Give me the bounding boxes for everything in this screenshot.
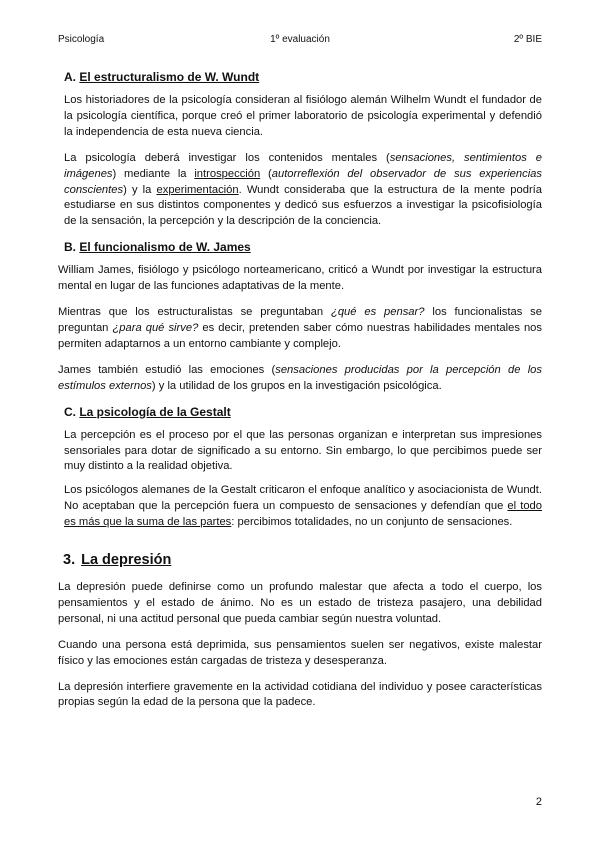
italic-text: sensaciones, sentimientos e imágenes	[64, 151, 543, 180]
section-b-paragraph-1: William James, fisiólogo y psicólogo norteamericano, criticó a Wundt por investigar la estructura mental en lugar de las funciones adaptativas de la mente.	[58, 264, 542, 293]
document-body	[58, 70, 542, 721]
text-run: los funcionalistas se preguntan	[58, 306, 543, 334]
text-run: Los psicólogos alemanes de la Gestalt criticaron el enfoque analítico y asociacionista de Wundt. No aceptaban que la percepción fuera un compuesto de sensaciones y defendían que	[64, 484, 542, 513]
italic-text: autorreflexión del observador de sus experiencias conscientes	[64, 167, 542, 196]
section-b-paragraph-3	[58, 363, 542, 395]
section-a-title	[64, 70, 542, 84]
text-run: ) mediante la	[112, 167, 195, 180]
header-group: 2º BIE	[513, 34, 542, 45]
page-number: 2	[535, 796, 542, 808]
page-header	[58, 34, 542, 48]
text-run: James también estudió las emociones (	[58, 363, 276, 376]
section-a-heading: El estructuralismo de W. Wundt	[79, 70, 260, 84]
section-c-heading: La psicología de la Gestalt	[79, 404, 231, 419]
section-c-letter: C.	[64, 404, 76, 419]
section-c-paragraph-1: La percepción es el proceso por el que las personas organizan e interpretan sus impresiones sensoriales para dotar de significado a su entorno. Sin embargo, lo que percibimos puede ser muy distinto a la realidad objetiva.	[64, 428, 542, 473]
section-3-number: 3.	[63, 552, 76, 569]
underlined-term: el todo es más que la suma de las partes	[64, 500, 542, 529]
italic-text: ¿para qué sirve?	[112, 321, 199, 334]
italic-text: ¿qué es pensar?	[330, 306, 425, 319]
section-b-letter: B.	[64, 240, 76, 255]
section-b-heading: El funcionalismo de W. James	[79, 240, 251, 255]
section-3-heading: La depresión	[81, 552, 172, 569]
section-c-paragraph-2	[58, 483, 542, 531]
section-c-title	[64, 405, 542, 419]
section-b-title	[64, 240, 542, 254]
italic-text: sensaciones producidas por la percepción de los estímulos externos	[58, 363, 542, 392]
text-run: ) y la utilidad de los grupos en la investigación psicológica.	[151, 379, 442, 392]
text-run: La psicología deberá investigar los contenidos mentales (	[64, 151, 390, 164]
section-a-paragraph-2	[58, 151, 542, 231]
text-run: Mientras que los estructuralistas se preguntaban	[58, 306, 331, 319]
text-run: . Wundt consideraba que la estructura de la mente podría estudiarse en sus distintos componentes y dedicó sus esfuerzos a investigar la psicofisiología de la sensación, la percepción y la descripción de la conciencia.	[64, 183, 542, 228]
header-course: 1º evaluación	[270, 34, 330, 45]
text-run: : percibimos totalidades, no un conjunto de sensaciones.	[231, 516, 513, 529]
section-a-letter: A.	[64, 70, 76, 84]
header-subject: Psicología	[58, 34, 105, 45]
section-3-title	[63, 551, 542, 569]
text-run: (	[260, 167, 272, 180]
underlined-term: experimentación	[156, 183, 239, 196]
section-3-paragraph-3: La depresión interfiere gravemente en la actividad cotidiana del individuo y posee características propias según la edad de la persona que la padece.	[58, 680, 542, 709]
section-b-paragraph-2	[58, 305, 542, 353]
section-a-paragraph-1: Los historiadores de la psicología consideran al fisiólogo alemán Wilhelm Wundt el fundador de la psicología científica, porque creó el primer laboratorio de psicología experimental y defendió la independencia de esta nueva ciencia.	[64, 94, 542, 138]
section-3-paragraph-2: Cuando una persona está deprimida, sus pensamientos suelen ser negativos, existe malestar físico y las emociones están cargadas de tristeza y desesperanza.	[58, 638, 542, 667]
text-run: ) y la	[123, 183, 157, 196]
underlined-term: introspección	[194, 167, 261, 180]
text-run: es decir, pretenden saber cómo nuestras habilidades mentales nos permiten adaptarnos a un entorno cambiante y complejo.	[58, 321, 542, 350]
section-3-paragraph-1: La depresión puede definirse como un profundo malestar que afecta a todo el cuerpo, los pensamientos y el estado de ánimo. No es un estado de tristeza pasajero, una debilidad personal, ni una actitud personal que pueda cambiar según nuestra voluntad.	[58, 581, 542, 625]
